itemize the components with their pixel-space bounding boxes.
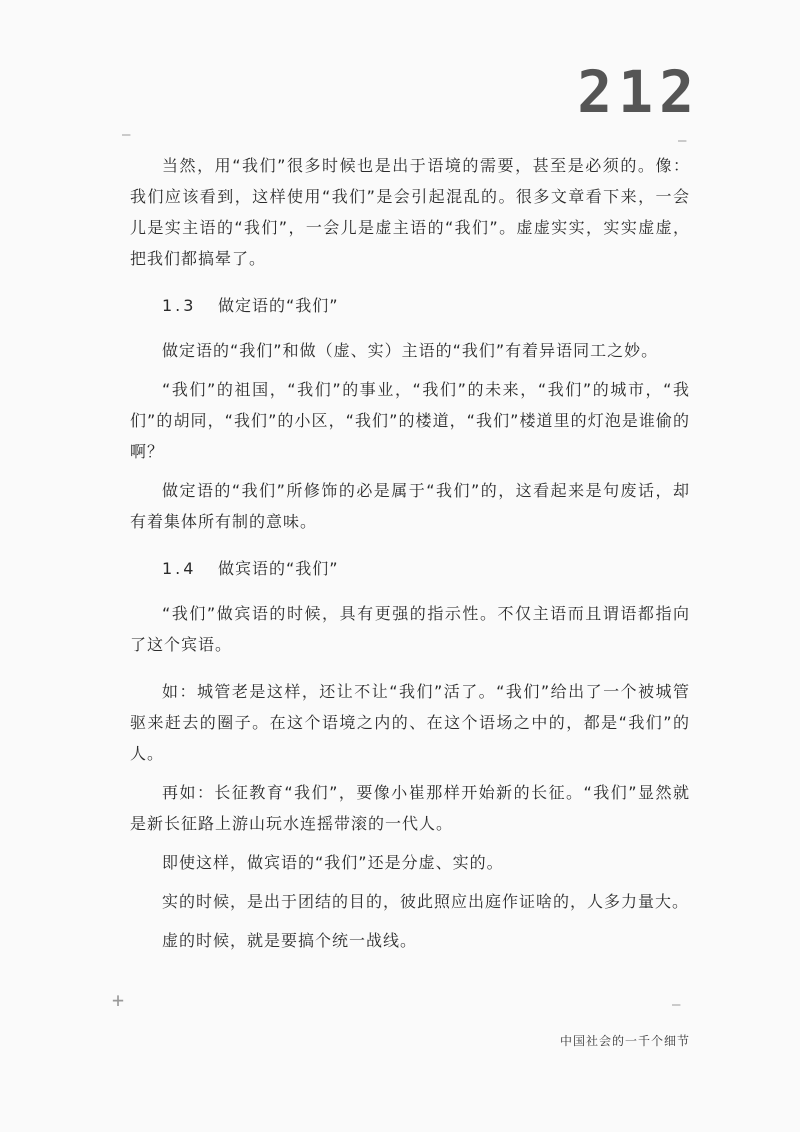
section-heading-1-3 <box>130 290 690 321</box>
section-title: 做宾语的“我们” <box>218 559 339 578</box>
crop-mark-top-right: — <box>678 133 687 149</box>
crop-mark-bottom-left: + <box>112 988 125 1012</box>
page-number: 212 <box>577 58 700 126</box>
paragraph-10: 虚的时候，就是要搞个统一战线。 <box>162 931 418 950</box>
section-number: 1.4 <box>162 559 197 578</box>
paragraph-4: 做定语的“我们”所修饰的必是属于“我们”的，这看起来是句废话，却有着集体所有制的意味。 <box>130 481 690 531</box>
body-text <box>130 150 690 964</box>
section-number: 1.3 <box>162 296 197 315</box>
paragraph-2: 做定语的“我们”和做（虚、实）主语的“我们”有着异语同工之妙。 <box>162 341 659 360</box>
paragraph-3: “我们”的祖国，“我们”的事业，“我们”的未来，“我们”的城市，“我们”的胡同，“我们”的小区，“我们”的楼道，“我们”楼道里的灯泡是谁偷的啊？ <box>130 380 690 461</box>
paragraph-8: 即使这样，做宾语的“我们”还是分虚、实的。 <box>162 853 504 872</box>
paragraph-5: “我们”做宾语的时候，具有更强的指示性。不仅主语而且谓语都指向了这个宾语。 <box>130 604 690 654</box>
footer-book-title: 中国社会的一千个细节 <box>559 1034 690 1048</box>
paragraph-7: 再如：长征教育“我们”，要像小崔那样开始新的长征。“我们”显然就是新长征路上游山玩水连摇带滚的一代人。 <box>130 783 690 833</box>
crop-mark-bottom-right: — <box>672 997 681 1013</box>
paragraph-9: 实的时候，是出于团结的目的，彼此照应出庭作证啥的，人多力量大。 <box>162 892 690 911</box>
crop-mark-top-left: — <box>122 127 131 143</box>
paragraph-6: 如：城管老是这样，还让不让“我们”活了。“我们”给出了一个被城管驱来赶去的圈子。在这个语境之内的、在这个语场之中的，都是“我们”的人。 <box>130 682 690 763</box>
section-heading-1-4 <box>130 553 690 584</box>
paragraph-1: 当然，用“我们”很多时候也是出于语境的需要，甚至是必须的。像：我们应该看到，这样使用“我们”是会引起混乱的。很多文章看下来，一会儿是实主语的“我们”，一会儿是虚主语的“我们”。虚虚实实，实实虚虚，把我们都搞晕了。 <box>130 156 690 268</box>
section-title: 做定语的“我们” <box>218 296 339 315</box>
